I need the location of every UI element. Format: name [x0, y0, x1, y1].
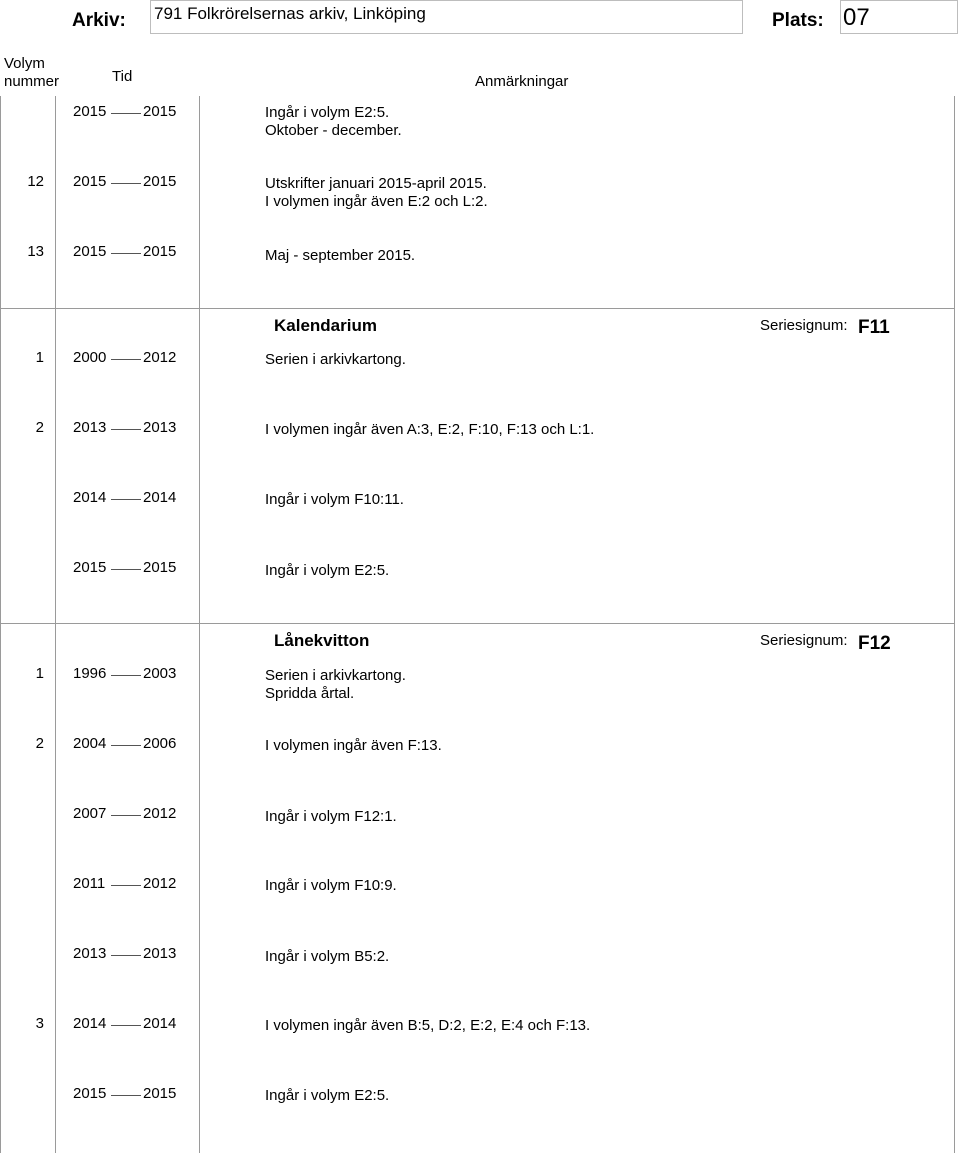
volume-number: 13: [27, 243, 44, 260]
column-header-volym-line1: Volym: [4, 55, 45, 72]
year-from: 2011: [73, 875, 106, 892]
grid-line-right: [954, 96, 955, 1153]
year-range-dash: [111, 429, 141, 430]
remark: Ingår i volym E2:5. Oktober - december.: [265, 104, 402, 139]
year-from: 2014: [73, 1015, 107, 1032]
year-to: 2015: [143, 559, 177, 576]
year-from: 2015: [73, 1085, 107, 1102]
year-from: 2013: [73, 945, 107, 962]
series-signum-label: Seriesignum:: [760, 632, 848, 649]
remark: Ingår i volym F10:9.: [265, 877, 397, 894]
year-range-dash: [111, 955, 141, 956]
year-to: 2015: [143, 173, 177, 190]
column-header-volym: [4, 55, 59, 91]
year-to: 2003: [143, 665, 177, 682]
volume-number: 1: [35, 665, 44, 682]
year-from: 2004: [73, 735, 107, 752]
volume-number: 12: [27, 173, 44, 190]
year-to: 2015: [143, 243, 177, 260]
plats-value: 07: [843, 4, 870, 31]
year-to: 2006: [143, 735, 177, 752]
year-range-dash: [111, 885, 141, 886]
volume-number: 2: [35, 419, 44, 436]
remark: Ingår i volym B5:2.: [265, 948, 390, 965]
series-signum: F12: [858, 633, 891, 654]
year-to: 2015: [143, 1085, 177, 1102]
year-to: 2013: [143, 945, 177, 962]
series-divider-f11: [0, 308, 955, 309]
remark: Ingår i volym F10:11.: [265, 491, 404, 508]
column-header-volym-line2: nummer: [4, 73, 60, 90]
year-from: 2014: [73, 489, 107, 506]
year-from: 2015: [73, 243, 107, 260]
year-to: 2012: [143, 805, 177, 822]
remark: Serien i arkivkartong.: [265, 351, 406, 368]
series-title: Kalendarium: [274, 316, 377, 335]
year-range-dash: [111, 253, 141, 254]
remark: I volymen ingår även A:3, E:2, F:10, F:13 och L:1.: [265, 421, 595, 438]
year-to: 2012: [143, 349, 177, 366]
year-range-dash: [111, 1025, 141, 1026]
remark: Serien i arkivkartong. Spridda årtal.: [265, 667, 406, 702]
series-signum: F11: [858, 317, 890, 338]
volume-number: 3: [35, 1015, 44, 1032]
year-to: 2012: [143, 875, 177, 892]
year-range-dash: [111, 745, 141, 746]
year-range-dash: [111, 1095, 141, 1096]
column-header-tid: Tid: [112, 68, 133, 85]
arkiv-label: Arkiv:: [72, 10, 126, 31]
year-from: 1996: [73, 665, 107, 682]
volume-number: 2: [35, 735, 44, 752]
year-from: 2015: [73, 103, 107, 120]
year-range-dash: [111, 113, 141, 114]
year-to: 2015: [143, 103, 177, 120]
remark: I volymen ingår även B:5, D:2, E:2, E:4 och F:13.: [265, 1017, 591, 1034]
year-range-dash: [111, 183, 141, 184]
year-from: 2015: [73, 559, 107, 576]
remark: Ingår i volym E2:5.: [265, 562, 390, 579]
year-from: 2007: [73, 805, 107, 822]
remark: Ingår i volym F12:1.: [265, 808, 397, 825]
year-to: 2014: [143, 1015, 177, 1032]
year-from: 2013: [73, 419, 107, 436]
plats-field: [840, 0, 958, 34]
volume-number: 1: [35, 349, 44, 366]
remark: Maj - september 2015.: [265, 247, 416, 264]
remark: Utskrifter januari 2015-april 2015. I volymen ingår även E:2 och L:2.: [265, 175, 488, 210]
plats-label: Plats:: [772, 10, 824, 31]
remark: I volymen ingår även F:13.: [265, 737, 442, 754]
column-header-anmarkningar: Anmärkningar: [475, 73, 569, 90]
year-range-dash: [111, 675, 141, 676]
grid-line-tid: [199, 96, 200, 1153]
series-title: Lånekvitton: [274, 631, 370, 650]
year-range-dash: [111, 815, 141, 816]
year-from: 2000: [73, 349, 107, 366]
year-range-dash: [111, 499, 141, 500]
arkiv-value: 791 Folkrörelsernas arkiv, Linköping: [154, 4, 426, 23]
arkiv-field: [150, 0, 743, 34]
year-from: 2015: [73, 173, 107, 190]
year-range-dash: [111, 569, 141, 570]
series-divider-f12: [0, 623, 955, 624]
year-to: 2013: [143, 419, 177, 436]
remark: Ingår i volym E2:5.: [265, 1087, 390, 1104]
grid-line-left: [0, 96, 1, 1153]
year-to: 2014: [143, 489, 177, 506]
grid-line-volym: [55, 96, 56, 1153]
year-range-dash: [111, 359, 141, 360]
series-signum-label: Seriesignum:: [760, 317, 848, 334]
